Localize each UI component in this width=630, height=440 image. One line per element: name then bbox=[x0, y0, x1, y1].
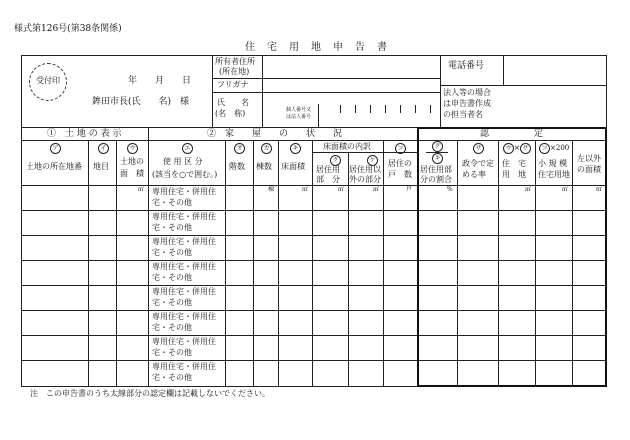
circle-sa2-icon: サ bbox=[520, 143, 531, 154]
unit-res: ㎡ bbox=[338, 186, 345, 193]
col-usage-1: 使 用 区 分 bbox=[163, 157, 203, 166]
row-usage-line2[interactable]: 宅・その他 bbox=[152, 323, 192, 332]
row-usage-line2[interactable]: 宅・その他 bbox=[152, 348, 192, 357]
col-floor-area: 床面積 bbox=[281, 162, 305, 171]
section-land: ① 土 地 の 表 示 bbox=[47, 129, 122, 139]
row-usage-line2[interactable]: 宅・その他 bbox=[152, 248, 192, 257]
kojin-number-label: 個人番号又 bbox=[286, 107, 312, 113]
op-times-200: ×200 bbox=[550, 144, 570, 152]
col-buildings: 棟数 bbox=[256, 162, 272, 171]
circle-ki-icon: キ bbox=[290, 143, 301, 154]
row-usage-line1[interactable]: 専用住宅・併用住 bbox=[152, 362, 216, 371]
circle-i-icon: イ bbox=[98, 143, 109, 154]
col-usage-2: (該当を○で囲む。) bbox=[152, 170, 218, 179]
furigana-label: フリガナ bbox=[217, 80, 249, 89]
owner-address-sub: (所在地) bbox=[219, 67, 250, 76]
row-usage-line2[interactable]: 宅・その他 bbox=[152, 273, 192, 282]
circle-sa-icon: サ bbox=[473, 143, 484, 154]
row-usage-line2[interactable]: 宅・その他 bbox=[152, 223, 192, 232]
page-title: 住 宅 用 地 申 告 書 bbox=[245, 42, 388, 53]
col-ratio-1: 居住用部 bbox=[420, 165, 452, 174]
circle-ku-icon: ク bbox=[330, 155, 341, 166]
col-housing-land-2: 用 地 bbox=[502, 170, 526, 179]
circle-a-icon: ア bbox=[50, 143, 61, 154]
circle-ki2-icon: キ bbox=[432, 153, 443, 164]
unit-nonres: ㎡ bbox=[373, 186, 380, 193]
op-times: × bbox=[514, 144, 520, 152]
col-ratio-2: 分の割合 bbox=[420, 175, 452, 184]
kojin-number-sub: は法人番号 bbox=[286, 114, 312, 120]
corp-note-3: の担当者名 bbox=[443, 110, 483, 119]
date-label: 年 月 日 bbox=[128, 76, 192, 86]
circle-ke-icon: ケ bbox=[367, 155, 378, 166]
section-nintei: 認 定 bbox=[480, 129, 544, 139]
unit-land-area: ㎡ bbox=[138, 186, 145, 193]
row-usage-line1[interactable]: 専用住宅・併用住 bbox=[152, 212, 216, 221]
section-house: ② 家 屋 の 状 況 bbox=[207, 129, 343, 139]
row-usage-line2[interactable]: 宅・その他 bbox=[152, 298, 192, 307]
col-residential-1: 居住用 bbox=[316, 165, 340, 174]
row-usage-line1[interactable]: 専用住宅・併用住 bbox=[152, 337, 216, 346]
col-housing-land-1: 住 宅 bbox=[502, 159, 526, 168]
addressee: 鉾田市長(氏 名) 様 bbox=[92, 97, 190, 107]
col-other-1: 左以外 bbox=[577, 154, 601, 163]
row-usage-line2[interactable]: 宅・その他 bbox=[152, 373, 192, 382]
col-land-area-2: 面 積 bbox=[120, 169, 144, 178]
owner-address-label: 所有者住所 bbox=[215, 57, 255, 66]
unit-mune: 棟 bbox=[268, 186, 275, 193]
unit-pct: % bbox=[447, 186, 453, 193]
col-rate-1: 政令で定 bbox=[462, 159, 494, 168]
circle-u-icon: ウ bbox=[127, 143, 138, 154]
unit-small: ㎡ bbox=[562, 186, 569, 193]
col-dwellings-2: 戸 数 bbox=[388, 170, 412, 179]
col-residential-2: 部 分 bbox=[316, 175, 340, 184]
col-dwellings-1: 居住の bbox=[388, 159, 412, 168]
col-other-2: の面積 bbox=[577, 165, 601, 174]
corp-note-2: は申告書作成 bbox=[443, 99, 491, 108]
col-small-2: 住宅用地 bbox=[538, 170, 570, 179]
name-sub: (名 称) bbox=[215, 109, 246, 118]
col-floors: 階数 bbox=[229, 162, 245, 171]
col-nonres-1: 居住用以 bbox=[349, 165, 381, 174]
col-nonres-2: 外の部分 bbox=[349, 175, 381, 184]
circle-o-icon: オ bbox=[234, 143, 245, 154]
unit-ko: 戸 bbox=[406, 186, 413, 193]
unit-floor-area: ㎡ bbox=[302, 186, 309, 193]
col-location: 土地の所在地番 bbox=[26, 162, 82, 171]
circle-e-icon: エ bbox=[182, 143, 193, 154]
row-usage-line1[interactable]: 専用住宅・併用住 bbox=[152, 262, 216, 271]
col-floor-breakdown: 床面積の内訳 bbox=[323, 142, 371, 151]
name-label: 氏 名 bbox=[217, 98, 249, 107]
row-usage-line1[interactable]: 専用住宅・併用住 bbox=[152, 287, 216, 296]
row-usage-line2[interactable]: 宅・その他 bbox=[152, 198, 192, 207]
col-small-1: 小 規 模 bbox=[538, 159, 568, 168]
row-usage-line1[interactable]: 専用住宅・併用住 bbox=[152, 237, 216, 246]
unit-other: ㎡ bbox=[596, 186, 603, 193]
phone-label: 電話番号 bbox=[448, 61, 485, 71]
circle-ka-icon: カ bbox=[261, 143, 272, 154]
circle-ku2-icon: ク bbox=[432, 141, 443, 152]
circle-ko2-icon: コ bbox=[539, 143, 550, 154]
col-chimoku: 地目 bbox=[93, 162, 109, 171]
row-usage-line1[interactable]: 専用住宅・併用住 bbox=[152, 312, 216, 321]
row-usage-line1[interactable]: 専用住宅・併用住 bbox=[152, 187, 216, 196]
col-rate-2: める率 bbox=[462, 170, 486, 179]
circle-ko-icon: コ bbox=[395, 143, 406, 154]
circle-u2-icon: ウ bbox=[503, 143, 514, 154]
form-id: 様式第126号(第38条関係) bbox=[14, 24, 122, 34]
footnote: 注 この申告書のうち太線部分の認定欄は記載しないでください。 bbox=[30, 389, 270, 398]
corp-note-1: 法人等の場合 bbox=[443, 88, 491, 97]
unit-housing: ㎡ bbox=[525, 186, 532, 193]
col-land-area-1: 土地の bbox=[120, 157, 144, 166]
reception-stamp-label: 受付印 bbox=[36, 76, 60, 85]
